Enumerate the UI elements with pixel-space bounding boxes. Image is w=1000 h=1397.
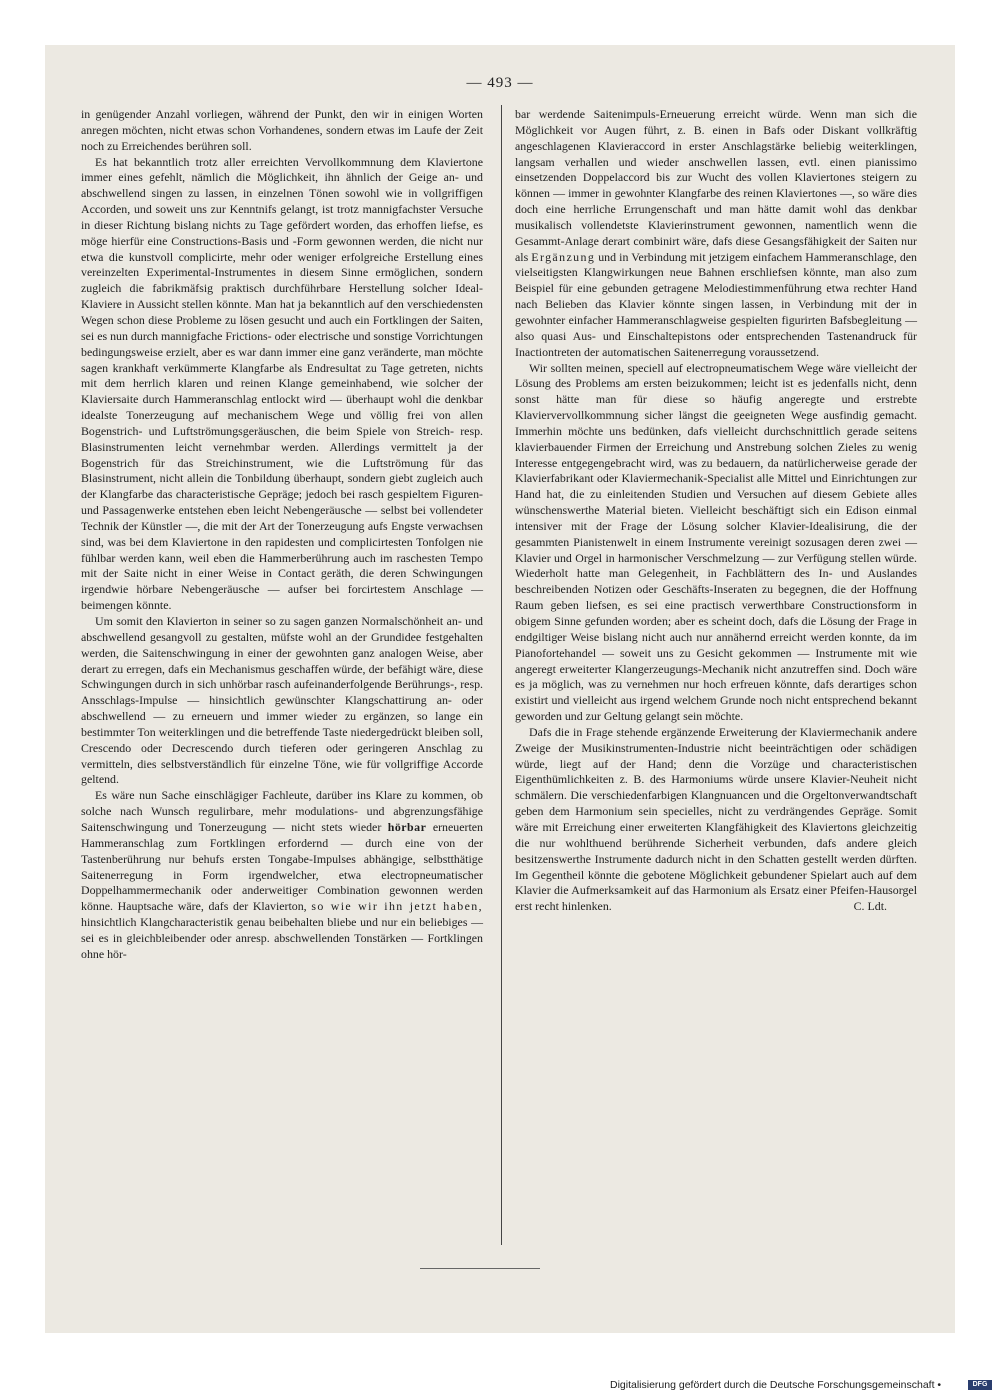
text-run: erneuerten Hammeranschlag zum Fortklingen erfordernd — durch eine von der Tastenberührung nur behufs ersten Tongabe-Impulses abhängige, selbstthätige Saitenerregung in Form irgendwelcher, etwa electropneumatischer Doppelhammermechanik oder anderweitiger Combination gewonnen werden könne. Hauptsache wäre, dafs der Klavierton, [81, 819, 483, 914]
paragraph [515, 107, 917, 361]
text-run: Dafs die in Frage stehende ergänzende Erweiterung der Klaviermechanik andere Zweige der Musikinstrumenten-Industrie nicht beeinträchtigen oder schädigen würde, liegt auf der Hand; denn die Vorzüge und characteristischen Eigenthümlichkeiten z. B. des Harmoniums würde unsere Klavier-Neuheit nicht schmälern. Die verschiedenfarbigen Klangnuancen und die Orgeltonverwandtschaft geben dem Harmonium sein specielles, nicht zu verdrängendes Gepräge. Somit wäre mit Erreichung einer erweiterten Klangfähigkeit des Klaviertons gleichzeitig die nur wohlthuend berührende Sicherheit verbunden, dafs andere gleich besitzenswerthe Instrumente dadurch nicht in den Schatten gestellt werden dürften. Im Gegentheil könnte die gebotene Möglichkeit gebundener Spielart auch auf dem Klavier die Aufmerksamkeit auf das Harmonium als Ersatz einer Pfeifen-Hausorgel erst recht hinlenken. [515, 724, 917, 914]
footer-credit: Digitalisierung gefördert durch die Deutsche Forschungsgemeinschaft • [610, 1379, 942, 1391]
text-run: bar werdende Saitenimpuls-Erneuerung erreicht würde. Wenn man sich die Möglichkeit vor Augen führt, z. B. einen in Bafs oder Diskant vollkräftig angeschlagenen Klavieraccord in erster Anschlagstärke beliebig weiterklingen, langsam verhallen und wieder anschwellen lassen, evtl. einen pianissimo einsetzenden Doppelaccord bis zur Wucht des vollen Klaviertones steigern zu können — immer in gewohnter Klangfarbe des reinen Klaviertones —, so wäre dies doch eine herrliche Errungenschaft und man hätte damit wohl das denkbar musikalisch vollendetste Klavierinstrument gewonnen, namentlich wenn die Gesammt-Anlage derart combinirt wäre, dafs diese Gesangsfähigkeit der Saiten nur als [515, 107, 917, 264]
right-column [515, 107, 917, 915]
spaced-text: so wie wir ihn jetzt haben, [311, 899, 483, 914]
paragraph: Um somit den Klavierton in seiner so zu sagen ganzen Normalschönheit an- und abschwellend gesangvoll zu gestalten, müfste wohl an der Grundidee festgehalten werden, die Saitenschwingung in einer der gewohnten ganz analogen Weise, aber derart zu erregen, dafs ein Mechanismus geschaffen würde, der befähigt wäre, diese Schwingungen durch in sich unhörbar rasch aufeinanderfolgende Berührungs-, resp. Ansschlags-Impulse — hinsichtlich gewünschter Klangschattirung an- oder abschwellend — zu erneuern und immer wieder zu ergänzen, so lange ein bestimmter Ton weiterklingen und die betreffende Taste niedergedrückt bleiben soll, Crescendo oder Decrescendo durch tieferen oder geringeren Anschlag zu vermitteln, dies selbstverständlich für einzelne Töne, wie für vollgriffige Accorde geltend. [81, 614, 483, 787]
scanned-page [45, 45, 955, 1333]
page-number: — 493 — [466, 75, 534, 91]
paragraph [515, 725, 917, 915]
column-divider [501, 105, 502, 1245]
text-run: hinsichtlich Klangcharacteristik genau beibehalten bliebe und nur ein beliebiges — sei es in gleichbleibender oder anresp. abschwellenden Tonstärken — Fortklingen ohne hör- [81, 915, 483, 961]
text-run: und in Verbindung mit jetzigem einfachem Hammeranschlage, den vielseitigsten Klangwirkungen neue Bahnen erschliefsen könnte, man also zum Beispiel für eine gebunden getragene Melodiestimmenführung etwa rechter Hand nach Belieben das Klavier könnte singen lassen, in Verbindung mit der in gewohnter einfacher Hammeranschlagweise gespielten figurirten Bafsbegleitung — also quasi Aus- und Einschaltepistons oder entsprechenden Tastenandruck für Inactiontreten der automatischen Saitenerregung voraussetzend. [515, 249, 917, 359]
dfg-logo-icon: DFG [968, 1380, 992, 1390]
author-signature: C. Ldt. [853, 899, 887, 914]
paragraph: in genügender Anzahl vorliegen, während der Punkt, den wir in einigen Worten anregen möchten, nicht etwas schon Vorhandenes, sondern etwas im Laufe der Zeit noch zu Erreichendes berühren soll. [81, 107, 483, 153]
left-column [81, 107, 483, 963]
paragraph: Wir sollten meinen, speciell auf electropneumatischem Wege wäre vielleicht der Lösung des Problems am ersten beizukommen; leicht ist es jedenfalls nicht, denn sonst hätte man für diese so häufig angeregte und erstrebte Klaviervervollkommnung sicher längst die geeigneten Wege ausfindig gemacht. Immerhin möchte uns bedünken, dafs vielleicht durchschnittlich gerade seitens klavierbauender Firmen der Erreichung und Anstrebung solchen Zieles zu wenig Interesse entgegengebracht wird, was zu bedauern, da natürlicherweise gerade der Klavierfabrikant oder Klaviermechanik-Specialist alle Mittel und Einrichtungen zur Hand hat, die zu einleitenden Studien und Versuchen auf diesem Gebiete alles wünschenswerthe Material bieten. Vielleicht beschäftigt sich ein Edison einmal intensiver mit der Frage der Lösung solcher Klavier-Idealisirung, die der gesammten Pianistenwelt in einem Instrumente vereinigt sozusagen deren zwei — Klavier und Orgel in harmonischer Verschmelzung — zur Verfügung stellen würde. Wiederholt hatte man Gelegenheit, in Fachblättern des In- und Auslandes beschreibenden Notizen oder Geschäfts-Inseraten zu begegnen, die der Hoffnung Raum geben liefsen, es sei eine practisch verwerthbare Constructionsform in obigem Sinne gefunden worden; aber es scheint doch, dafs die Lösung der Frage in endgiltiger Weise bislang nicht auch nur annähernd erreicht werden konnte, da im Pianofortehandel — soweit uns zu Gesicht gekommen — Instrumente mit wie angeregt erweiterter Klangerzeugungs-Mechanik nicht anzutreffen sind. Doch wäre es ja möglich, was zu vernehmen nur hoch erfreuen könnte, dafs derartiges schon existirt und vielleicht aus irgend welchem Grunde noch nicht entsprechend bekannt geworden und zur Geltung gelangt sein möchte. [515, 360, 917, 724]
text-run: Es wäre nun Sache einschlägiger Fachleute, darüber ins Klare zu kommen, ob solche nach Wunsch regulirbare, mehr modulations- und abgrenzungsfähige Saitenschwingung und Tonerzeugung — nicht stets wieder [81, 788, 483, 834]
paragraph: Es hat bekanntlich trotz aller erreichten Vervollkommnung dem Klaviertone immer eines gefehlt, nämlich die Möglichkeit, ihn ähnlich der Geige an- und abschwellend singen zu lassen, in einzelnen Tönen sowohl wie in vollgriffigen Accorden, und soweit uns zur Kenntnifs gelangt, ist trotz mannigfachster Versuche in dieser Richtung bislang nichts zu Tage gefördert worden, das erhoffen liefse, es möge hierfür eine Constructions-Basis und -Form gewonnen werden, die nicht nur etwa die kunstvoll complicirte, mehr oder weniger erfolgreiche Erstellung eines vereinzelten Experimental-Instrumentes in diesem Sinne ermöglichen, sondern zugleich die fabrikmäfsig praktisch durchführbare Herstellung solcher Ideal-Klaviere in Aussicht stellen könnte. Man hat ja bekanntlich auf den verschiedensten Wegen schon diese Probleme zu lösen gesucht und auch ein Fortklingen der Saiten, sei es nun durch mannigfache Frictions- oder electrische und sonstige Vorrichtungen bedingungsweise erzielt, aber es war dann immer eine ganz veränderte, man möchte sagen krankhaft verkümmerte Klangfarbe als Endresultat zu Tage getreten, nichts mit dem herrlich klaren und reinen Klange gemeinhabend, wie solcher der Klaviersaite durch Hammeranschlag entlockt wird — überhaupt wohl die denkbar idealste Tonerzeugung auf mechanischem Wege und völlig frei von allen Bogenstrich- und Luftströmungsgeräuschen, die beim Spiele von Streich- resp. Blasinstrumenten leicht vernehmbar werden. Allerdings vermittelt ja der Bogenstrich für das Streichinstrument, wie die Luftströmung für das Blasinstrument, nicht allein die Tonbildung überhaupt, sondern giebt zugleich auch der Klangfarbe das characteristische Gepräge; jedoch bei rasch gespieltem Figuren- und Passagenwerke entstehen eben leicht Nebengeräusche — selbst bei vollendeter Technik der Künstler —, die mit der Art der Tonerzeugung aufs Engste verwachsen sind, was bei dem Klaviertone in den rapidesten und complicirtesten Tonfolgen nie fühlbar werden kann, weil eben die Hammerberührung auch im raschesten Tempo mit der Saite nicht in einer Weise in Contact geräth, die deren Schwingungen irgendwie hörbare Nebengeräusche — aufser bei forcirtestem Anschlage — beimengen könnte. [81, 154, 483, 613]
end-rule [420, 1268, 540, 1269]
paragraph [81, 788, 483, 962]
bold-word: hörbar [387, 819, 427, 834]
spaced-text: Ergänzung [531, 249, 596, 264]
